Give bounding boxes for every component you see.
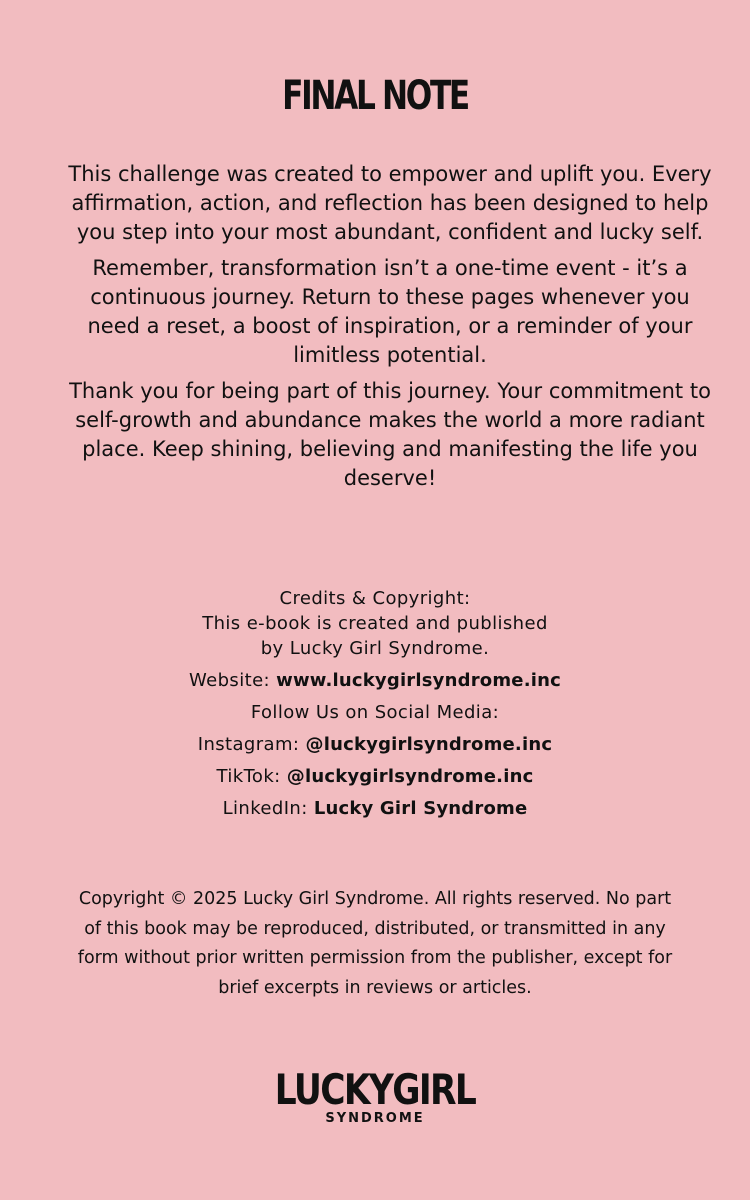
paragraph-1: This challenge was created to empower and uplift you. Every affirmation, action, and reflection has been designed to help you step into your most abundant, confident and lucky self.: [68, 162, 712, 244]
website-label: Website:: [188, 670, 277, 691]
page-title: FINAL NOTE: [282, 73, 468, 119]
final-note-body: [62, 160, 718, 500]
website-line: [100, 668, 650, 693]
brand-logo: [0, 1065, 750, 1127]
instagram-label: Instagram:: [197, 734, 306, 755]
copyright-notice: Copyright © 2025 Lucky Girl Syndrome. All rights reserved. No part of this book may be reproduced, distributed, or transmitted in any form without prior written permission from the publisher, except for brief excerpts in reviews or articles.: [77, 889, 673, 998]
published-line-2: by Lucky Girl Syndrome.: [260, 638, 490, 659]
linkedin-label: LinkedIn:: [222, 798, 314, 819]
paragraph-3: Thank you for being part of this journey. Your commitment to self-growth and abundance makes the world a more radiant place. Keep shining, believing and manifesting the life you deserve!: [69, 379, 711, 490]
logo-subtitle: SYNDROME: [325, 1111, 425, 1126]
instagram-line: [100, 732, 650, 757]
tiktok-handle[interactable]: @luckygirlsyndrome.inc: [286, 766, 534, 787]
published-line-1: This e-book is created and published: [202, 613, 548, 634]
tiktok-line: [100, 764, 650, 789]
paragraph-2: Remember, transformation isn’t a one-time event - it’s a continuous journey. Return to these pages whenever you need a reset, a boost of inspiration, or a reminder of your limitless potential.: [87, 256, 693, 367]
credits-block: [100, 586, 650, 661]
linkedin-line: [100, 796, 650, 821]
instagram-handle[interactable]: @luckygirlsyndrome.inc: [305, 734, 553, 755]
credits-section: [100, 586, 650, 828]
social-heading: Follow Us on Social Media:: [250, 702, 500, 723]
credits-heading: Credits & Copyright:: [279, 588, 471, 609]
logo-wordmark: LUCKYGIRL: [274, 1065, 476, 1114]
tiktok-label: TikTok:: [216, 766, 287, 787]
website-link[interactable]: www.luckygirlsyndrome.inc: [276, 670, 562, 691]
linkedin-handle[interactable]: Lucky Girl Syndrome: [313, 798, 528, 819]
